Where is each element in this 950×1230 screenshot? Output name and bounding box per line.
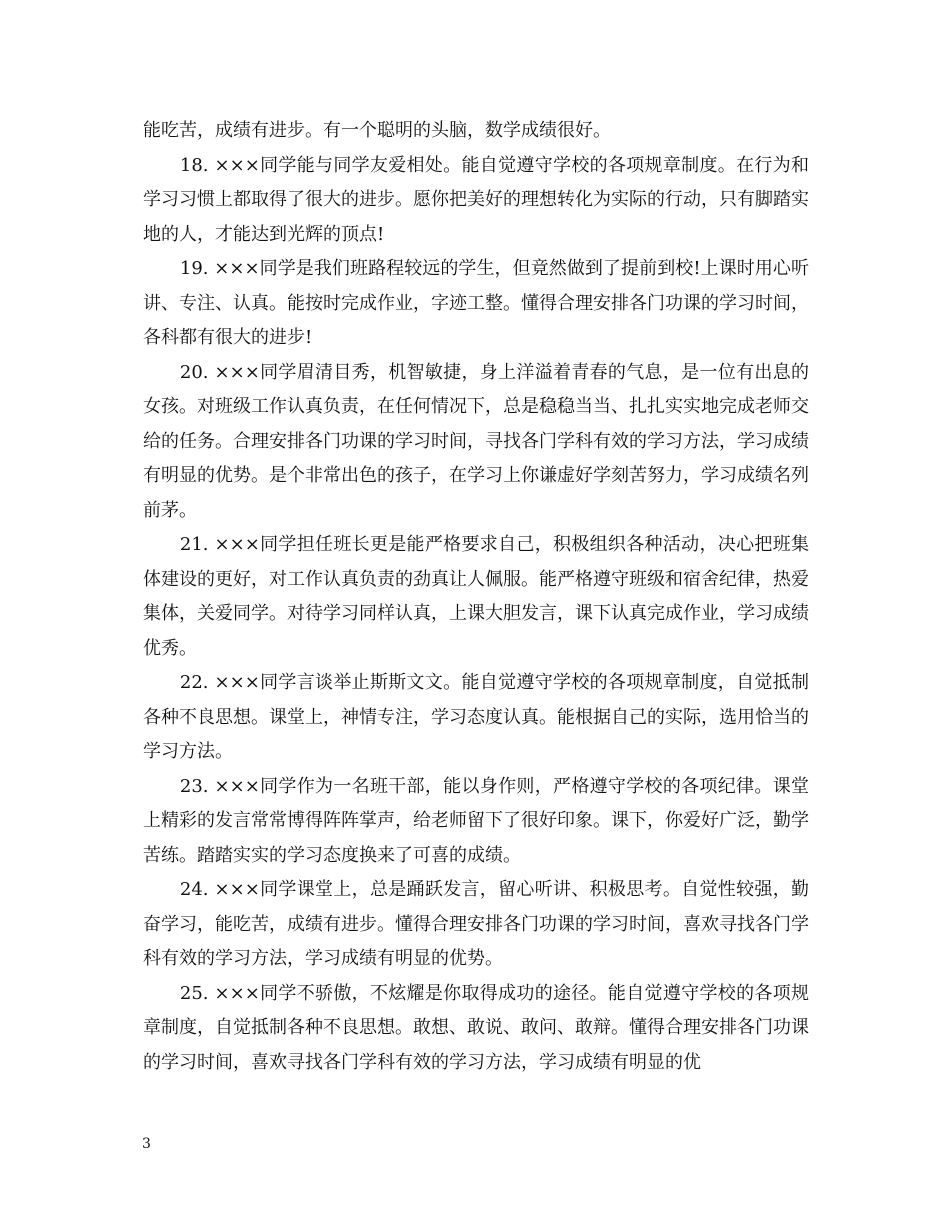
paragraph-comment-25: 25. ×××同学不骄傲，不炫耀是你取得成功的途径。能自觉遵守学校的各项规章制度，自觉抵制各种不良思想。敢想、敢说、敢问、敢辩。懂得合理安排各门功课的学习时间，喜欢寻找各门学科有效的学习方法，学习成绩有明显的优 (143, 982, 809, 1073)
paragraph-comment-21: 21. ×××同学担任班长更是能严格要求自己，积极组织各种活动，决心把班集体建设的更好，对工作认真负责的劲真让人佩服。能严格遵守班级和宿舍纪律，热爱集体，关爱同学。对待学习同样认真，上课大胆发言，课下认真完成作业，学习成绩优秀。 (143, 534, 809, 659)
page-number: 3 (142, 1136, 151, 1152)
paragraph-comment-20: 20. ×××同学眉清目秀，机智敏捷，身上洋溢着青春的气息，是一位有出息的女孩。对班级工作认真负责，在任何情况下，总是稳稳当当、扎扎实实地完成老师交给的任务。合理安排各门功课的学习时间，寻找各门学科有效的学习方法，学习成绩有明显的优势。是个非常出色的孩子，在学习上你谦虚好学刻苦努力，学习成绩名列前茅。 (143, 361, 809, 521)
paragraph-comment-18: 18. ×××同学能与同学友爱相处。能自觉遵守学校的各项规章制度。在行为和学习习惯上都取得了很大的进步。愿你把美好的理想转化为实际的行动，只有脚踏实地的人，才能达到光辉的顶点! (143, 154, 809, 245)
paragraph-comment-24: 24. ×××同学课堂上，总是踊跃发言，留心听讲、积极思考。自觉性较强，勤奋学习，能吃苦，成绩有进步。懂得合理安排各门功课的学习时间，喜欢寻找各门学科有效的学习方法，学习成绩有明显的优势。 (143, 879, 809, 969)
paragraph-comment-23: 23. ×××同学作为一名班干部，能以身作则，严格遵守学校的各项纪律。课堂上精彩的发言常常博得阵阵掌声，给老师留下了很好印象。课下，你爱好广泛，勤学苦练。踏踏实实的学习态度换来了可喜的成绩。 (143, 775, 809, 866)
paragraph-comment-19: 19. ×××同学是我们班路程较远的学生，但竟然做到了提前到校!上课时用心听讲、专注、认真。能按时完成作业，字迹工整。懂得合理安排各门功课的学习时间，各科都有很大的进步! (143, 258, 809, 348)
paragraph-comment-22: 22. ×××同学言谈举止斯斯文文。能自觉遵守学校的各项规章制度，自觉抵制各种不良思想。课堂上，神情专注，学习态度认真。能根据自己的实际，选用恰当的学习方法。 (143, 672, 809, 762)
document-body (143, 114, 809, 1080)
paragraph-continuation: 能吃苦，成绩有进步。有一个聪明的头脑，数学成绩很好。 (143, 120, 611, 141)
